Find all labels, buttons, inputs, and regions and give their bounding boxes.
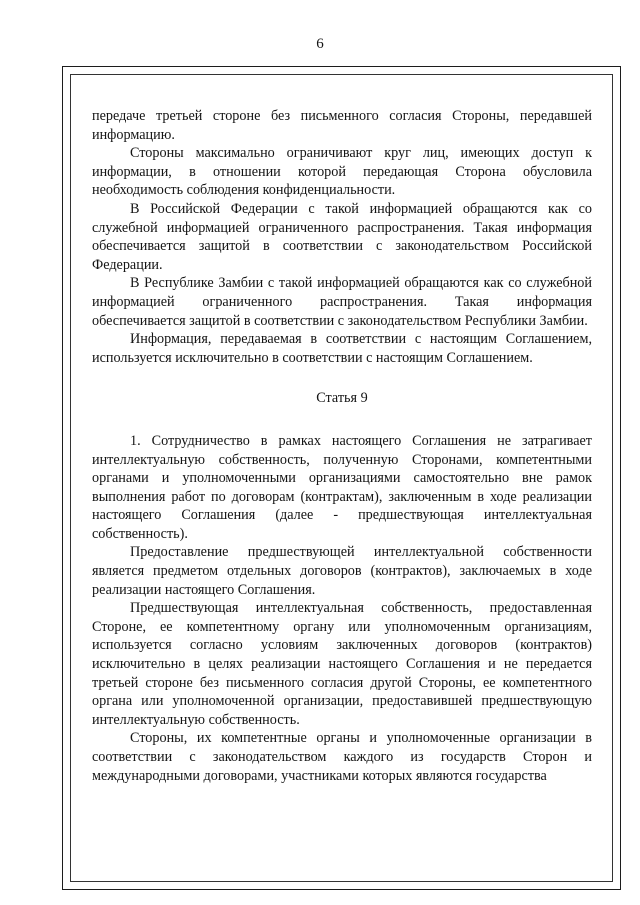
paragraph: Стороны, их компетентные органы и уполномоченные организации в соответствии с законодательством каждого из государств Сторон и международными договорами, участниками которых являются государства — [92, 730, 592, 784]
paragraph: В Республике Замбии с такой информацией обращаются как со служебной информацией ограниченного распространения. Такая информация обеспечивается защитой в соответствии с законодательством Республики Замбии. — [92, 275, 592, 329]
paragraph: Стороны максимально ограничивают круг лиц, имеющих доступ к информации, в отношении которой передающая Сторона обусловила необходимость соблюдения конфиденциальности. — [92, 145, 592, 199]
paragraph: Предшествующая интеллектуальная собственность, предоставленная Стороне, ее компетентному органу или уполномоченным организациям, используется согласно условиям заключенных договоров (контрактов) исключительно в целях реализации настоящего Соглашения и не передается третьей стороне без письменного согласия другой Стороны, ее компетентного органа или уполномоченной организации, предоставившей предшествующую интеллектуальную собственность. — [92, 600, 592, 728]
paragraph: Информация, передаваемая в соответствии с настоящим Соглашением, используется исключительно в соответствии с настоящим Соглашением. — [92, 331, 592, 366]
paragraph: В Российской Федерации с такой информацией обращаются как со служебной информацией ограниченного распространения. Такая информация обеспечивается защитой в соответствии с законодательством Российской Федерации. — [92, 200, 592, 273]
paragraph: Предоставление предшествующей интеллектуальной собственности является предметом отдельных договоров (контрактов), заключаемых в ходе реализации настоящего Соглашения. — [92, 544, 592, 598]
paragraph: 1. Сотрудничество в рамках настоящего Соглашения не затрагивает интеллектуальную собственность, полученную Сторонами, компетентными органами и уполномоченными организациями самостоятельно вне рамок выполнения работ по договорам (контрактам), заключенным в ходе реализации настоящего Соглашения (далее - предшествующая интеллектуальная собственность). — [92, 432, 592, 542]
document-body — [92, 107, 592, 785]
paragraph: передаче третьей стороне без письменного согласия Стороны, передавшей информацию. — [92, 108, 592, 143]
page-number: 6 — [316, 36, 324, 52]
article-heading: Статья 9 — [316, 390, 368, 407]
